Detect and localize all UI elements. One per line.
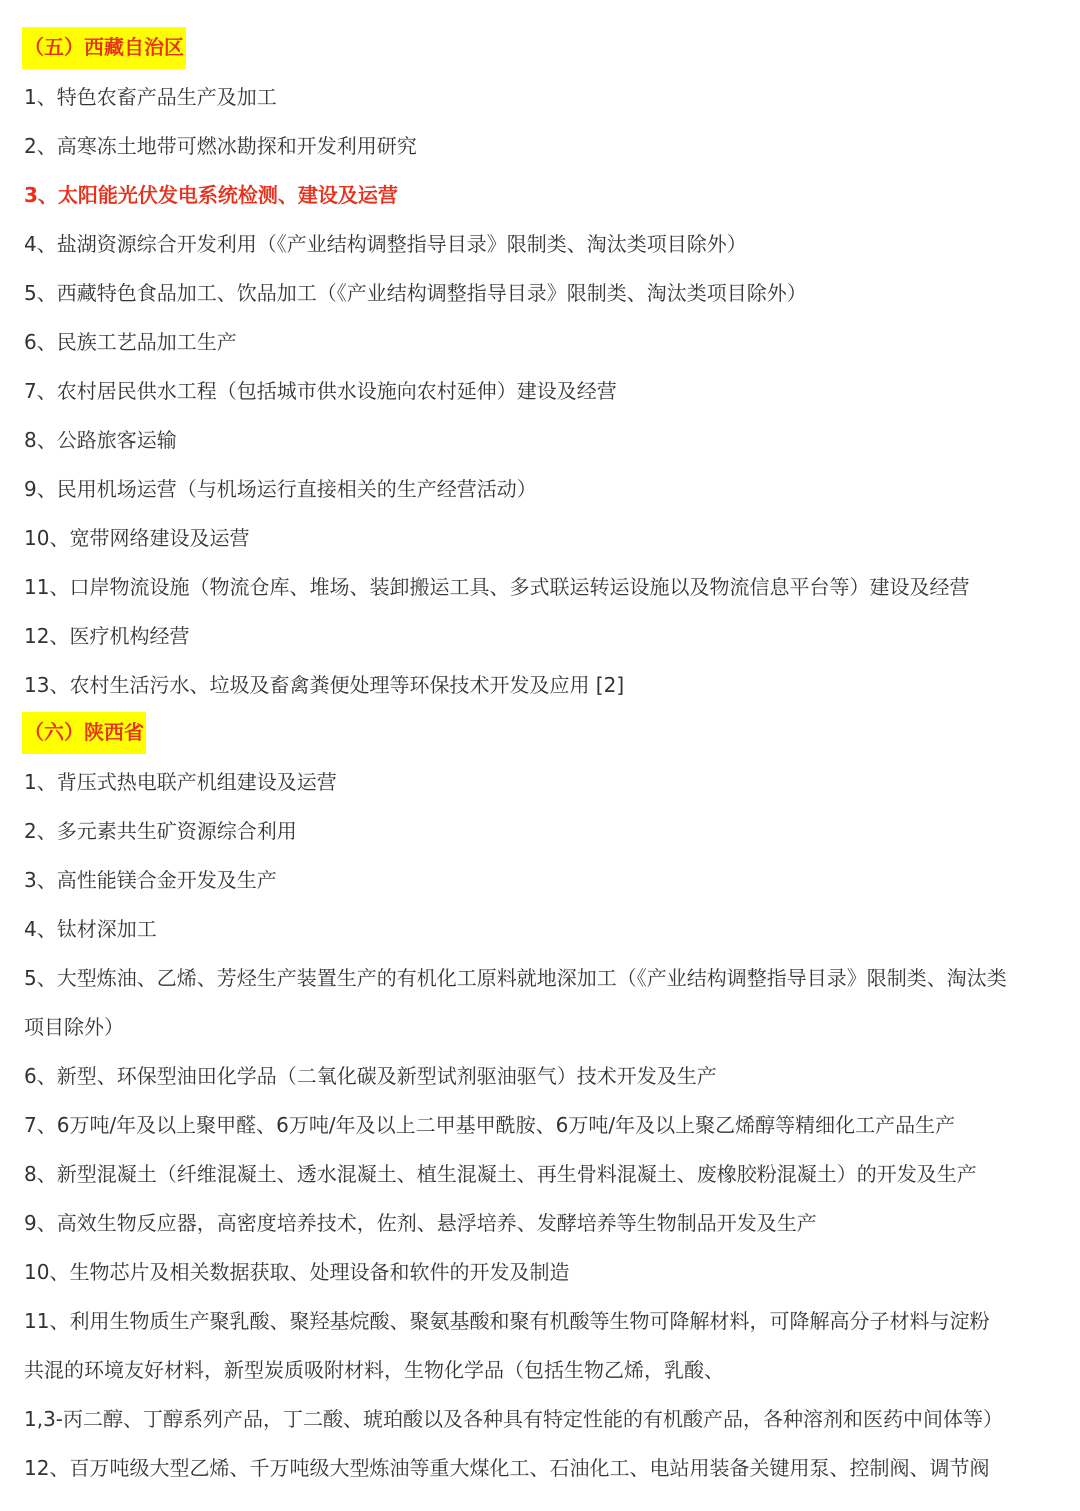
list-item: 11、利用生物质生产聚乳酸、聚羟基烷酸、聚氨基酸和聚有机酸等生物可降解材料，可降解高分子材料与淀粉: [24, 1309, 990, 1333]
list-item: 7、6万吨/年及以上聚甲醛、6万吨/年及以上二甲基甲酰胺、6万吨/年及以上聚乙烯醇等精细化工产品生产: [24, 1113, 956, 1137]
list-item: 2、多元素共生矿资源综合利用: [24, 819, 297, 843]
list-item: 4、盐湖资源综合开发利用（《产业结构调整指导目录》限制类、淘汰类项目除外）: [24, 232, 747, 256]
list-item-highlighted: 3、太阳能光伏发电系统检测、建设及运营: [24, 183, 398, 207]
list-item: 4、钛材深加工: [24, 917, 157, 941]
list-item: 10、生物芯片及相关数据获取、处理设备和软件的开发及制造: [24, 1260, 570, 1284]
list-item: 6、新型、环保型油田化学品（二氧化碳及新型试剂驱油驱气）技术开发及生产: [24, 1064, 717, 1088]
list-item-continuation: 共混的环境友好材料，新型炭质吸附材料，生物化学品（包括生物乙烯，乳酸、: [24, 1358, 724, 1382]
list-item: 12、医疗机构经营: [24, 624, 190, 648]
list-item: 6、民族工艺品加工生产: [24, 330, 237, 354]
list-item: 12、百万吨级大型乙烯、千万吨级大型炼油等重大煤化工、石油化工、电站用装备关键用泵、控制阀、调节阀: [24, 1456, 990, 1480]
list-item: 5、大型炼油、乙烯、芳烃生产装置生产的有机化工原料就地深加工（《产业结构调整指导目录》限制类、淘汰类: [24, 966, 1007, 990]
list-item: 10、宽带网络建设及运营: [24, 526, 250, 550]
list-item: 7、农村居民供水工程（包括城市供水设施向农村延伸）建设及经营: [24, 379, 617, 403]
list-item: 5、西藏特色食品加工、饮品加工（《产业结构调整指导目录》限制类、淘汰类项目除外）: [24, 281, 807, 305]
list-item: 13、农村生活污水、垃圾及畜禽粪便处理等环保技术开发及应用 [2]: [24, 673, 625, 697]
list-item: 1、背压式热电联产机组建设及运营: [24, 770, 337, 794]
list-item: 1、特色农畜产品生产及加工: [24, 85, 277, 109]
list-item: 8、新型混凝土（纤维混凝土、透水混凝土、植生混凝土、再生骨料混凝土、废橡胶粉混凝土）的开发及生产: [24, 1162, 977, 1186]
list-item-continuation: 1,3-丙二醇、丁醇系列产品，丁二酸、琥珀酸以及各种具有特定性能的有机酸产品，各种溶剂和医药中间体等）: [24, 1407, 1004, 1431]
list-item: 8、公路旅客运输: [24, 428, 177, 452]
list-item: 3、高性能镁合金开发及生产: [24, 868, 277, 892]
list-item: 2、高寒冻土地带可燃冰勘探和开发利用研究: [24, 134, 417, 158]
section-heading-tibet: （五）西藏自治区: [22, 27, 186, 69]
list-item: 9、高效生物反应器，高密度培养技术，佐剂、悬浮培养、发酵培养等生物制品开发及生产: [24, 1211, 817, 1235]
list-item: 9、民用机场运营（与机场运行直接相关的生产经营活动）: [24, 477, 537, 501]
list-item: 11、口岸物流设施（物流仓库、堆场、装卸搬运工具、多式联运转运设施以及物流信息平台等）建设及经营: [24, 575, 970, 599]
list-item-continuation: 项目除外）: [24, 1015, 124, 1039]
section-heading-shaanxi: （六）陕西省: [22, 712, 146, 754]
